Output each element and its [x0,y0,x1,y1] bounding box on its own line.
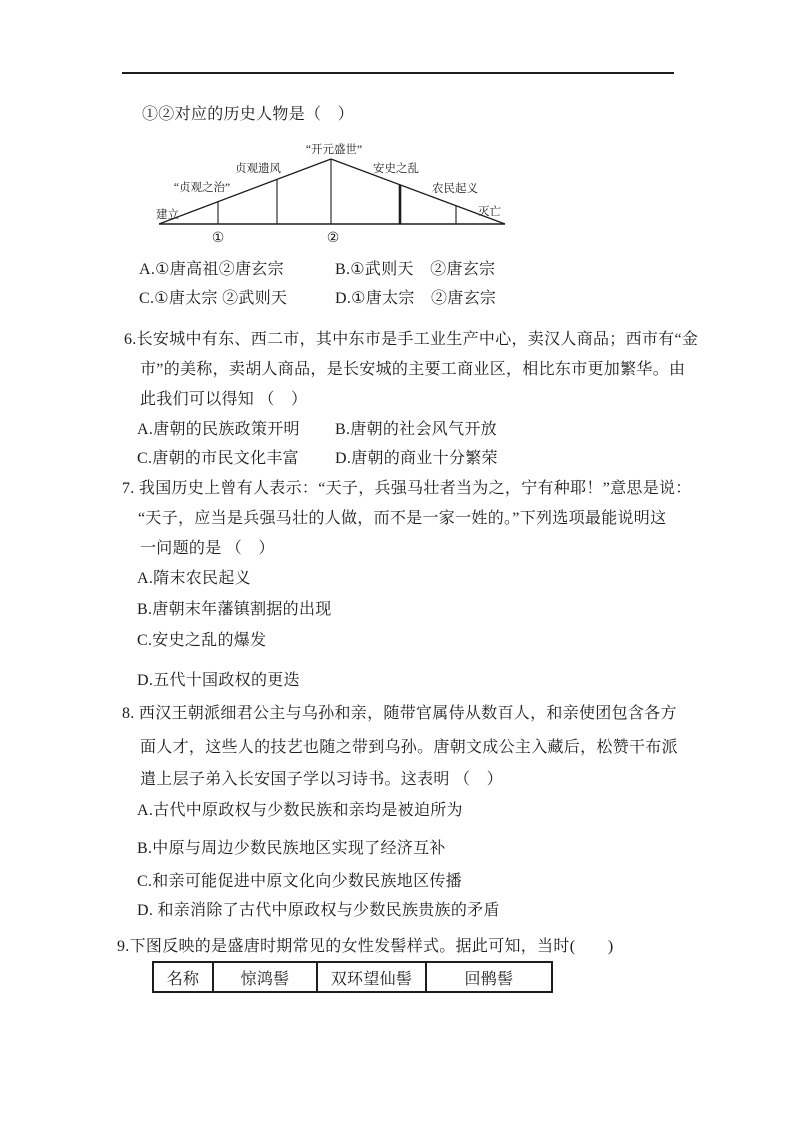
question-5-stem: ①②对应的历史人物是（ ） [142,106,354,123]
diagram-label-anshi-zhiluan: 安史之乱 [373,163,419,175]
tang-dynasty-rise-fall-diagram [125,130,525,248]
diagram-marker-2: ② [326,231,340,246]
question-8-option-a: A.古代中原政权与少数民族和亲均是被迫所为 [137,802,463,819]
question-7-option-b: B.唐朝末年藩镇割据的出现 [137,601,332,618]
question-7-option-d: D.五代十国政权的更迭 [137,672,300,689]
question-8-line-2: 面人才，这些人的技艺也随之带到乌孙。唐朝文成公主入藏后，松赞干布派 [140,739,678,756]
diagram-label-jianli: 建立 [156,209,179,221]
hairstyle-table-cell-jinghong: 惊鸿髻 [213,962,317,992]
question-7-line-2: “天子，应当是兵强马壮的人做，而不是一家一姓的。”下列选项最能说明这 [138,510,667,527]
question-6-option-d: D.唐朝的商业十分繁荣 [335,450,498,467]
top-divider-rule [122,72,674,74]
question-6-line-2: 市”的美称，卖胡人商品，是长安城的主要工商业区，相比东市更加繁华。由 [140,361,686,378]
question-7-option-a: A.隋末农民起义 [137,570,251,587]
question-5-option-c: C.①唐太宗 ②武则天 [139,290,288,307]
question-8-option-b: B.中原与周边少数民族地区实现了经济互补 [137,840,446,857]
question-8-line-3: 遣上层子弟入长安国子学以习诗书。这表明 （ ） [140,771,503,788]
question-8-option-d: D. 和亲消除了古代中原政权与少数民族贵族的矛盾 [137,902,500,919]
hairstyle-table-cell-shuanghuan: 双环望仙髻 [317,962,426,992]
question-5-option-b: B.①武则天 ②唐玄宗 [335,261,496,278]
hairstyle-table [152,961,553,993]
hairstyle-table-cell-name: 名称 [153,962,213,992]
hairstyle-table-header-row [153,962,552,992]
diagram-label-miewang: 灭亡 [478,206,501,218]
question-6-option-b: B.唐朝的社会风气开放 [335,421,497,438]
question-5-option-d: D.①唐太宗 ②唐玄宗 [335,290,497,307]
question-8-line-1: 8. 西汉王朝派细君公主与乌孙和亲，随带官属侍从数百人，和亲使团包含各方 [122,705,677,722]
question-9-stem: 9.下图反映的是盛唐时期常见的女性发髻样式。据此可知，当时( ) [117,938,614,955]
diagram-marker-1: ① [211,231,225,246]
diagram-label-zhenguan-yifeng: 贞观遗风 [235,163,281,175]
question-7-line-1: 7. 我国历史上曾有人表示：“天子，兵强马壮者当为之，宁有种耶！”意思是说： [122,480,692,497]
diagram-label-kaiyuan-shengshi: “开元盛世” [305,144,363,156]
diagram-label-zhenguan-zhizhi: “贞观之治” [173,182,231,194]
diagram-label-nongmin-qiyi: 农民起义 [432,183,478,195]
question-8-option-c: C.和亲可能促进中原文化向少数民族地区传播 [137,873,462,890]
question-5-option-a: A.①唐高祖②唐玄宗 [139,261,284,278]
hairstyle-table-cell-huihu: 回鹘髻 [426,962,552,992]
question-6-line-3: 此我们可以得知 （ ） [140,391,308,408]
question-6-option-c: C.唐朝的市民文化丰富 [137,450,299,467]
question-6-option-a: A.唐朝的民族政策开明 [137,421,300,438]
question-7-option-c: C.安史之乱的爆发 [137,632,267,649]
question-7-line-3: 一问题的是 （ ） [140,540,275,557]
question-6-line-1: 6.长安城中有东、西二市，其中东市是手工业生产中心，卖汉人商品；西市有“金 [124,331,699,348]
